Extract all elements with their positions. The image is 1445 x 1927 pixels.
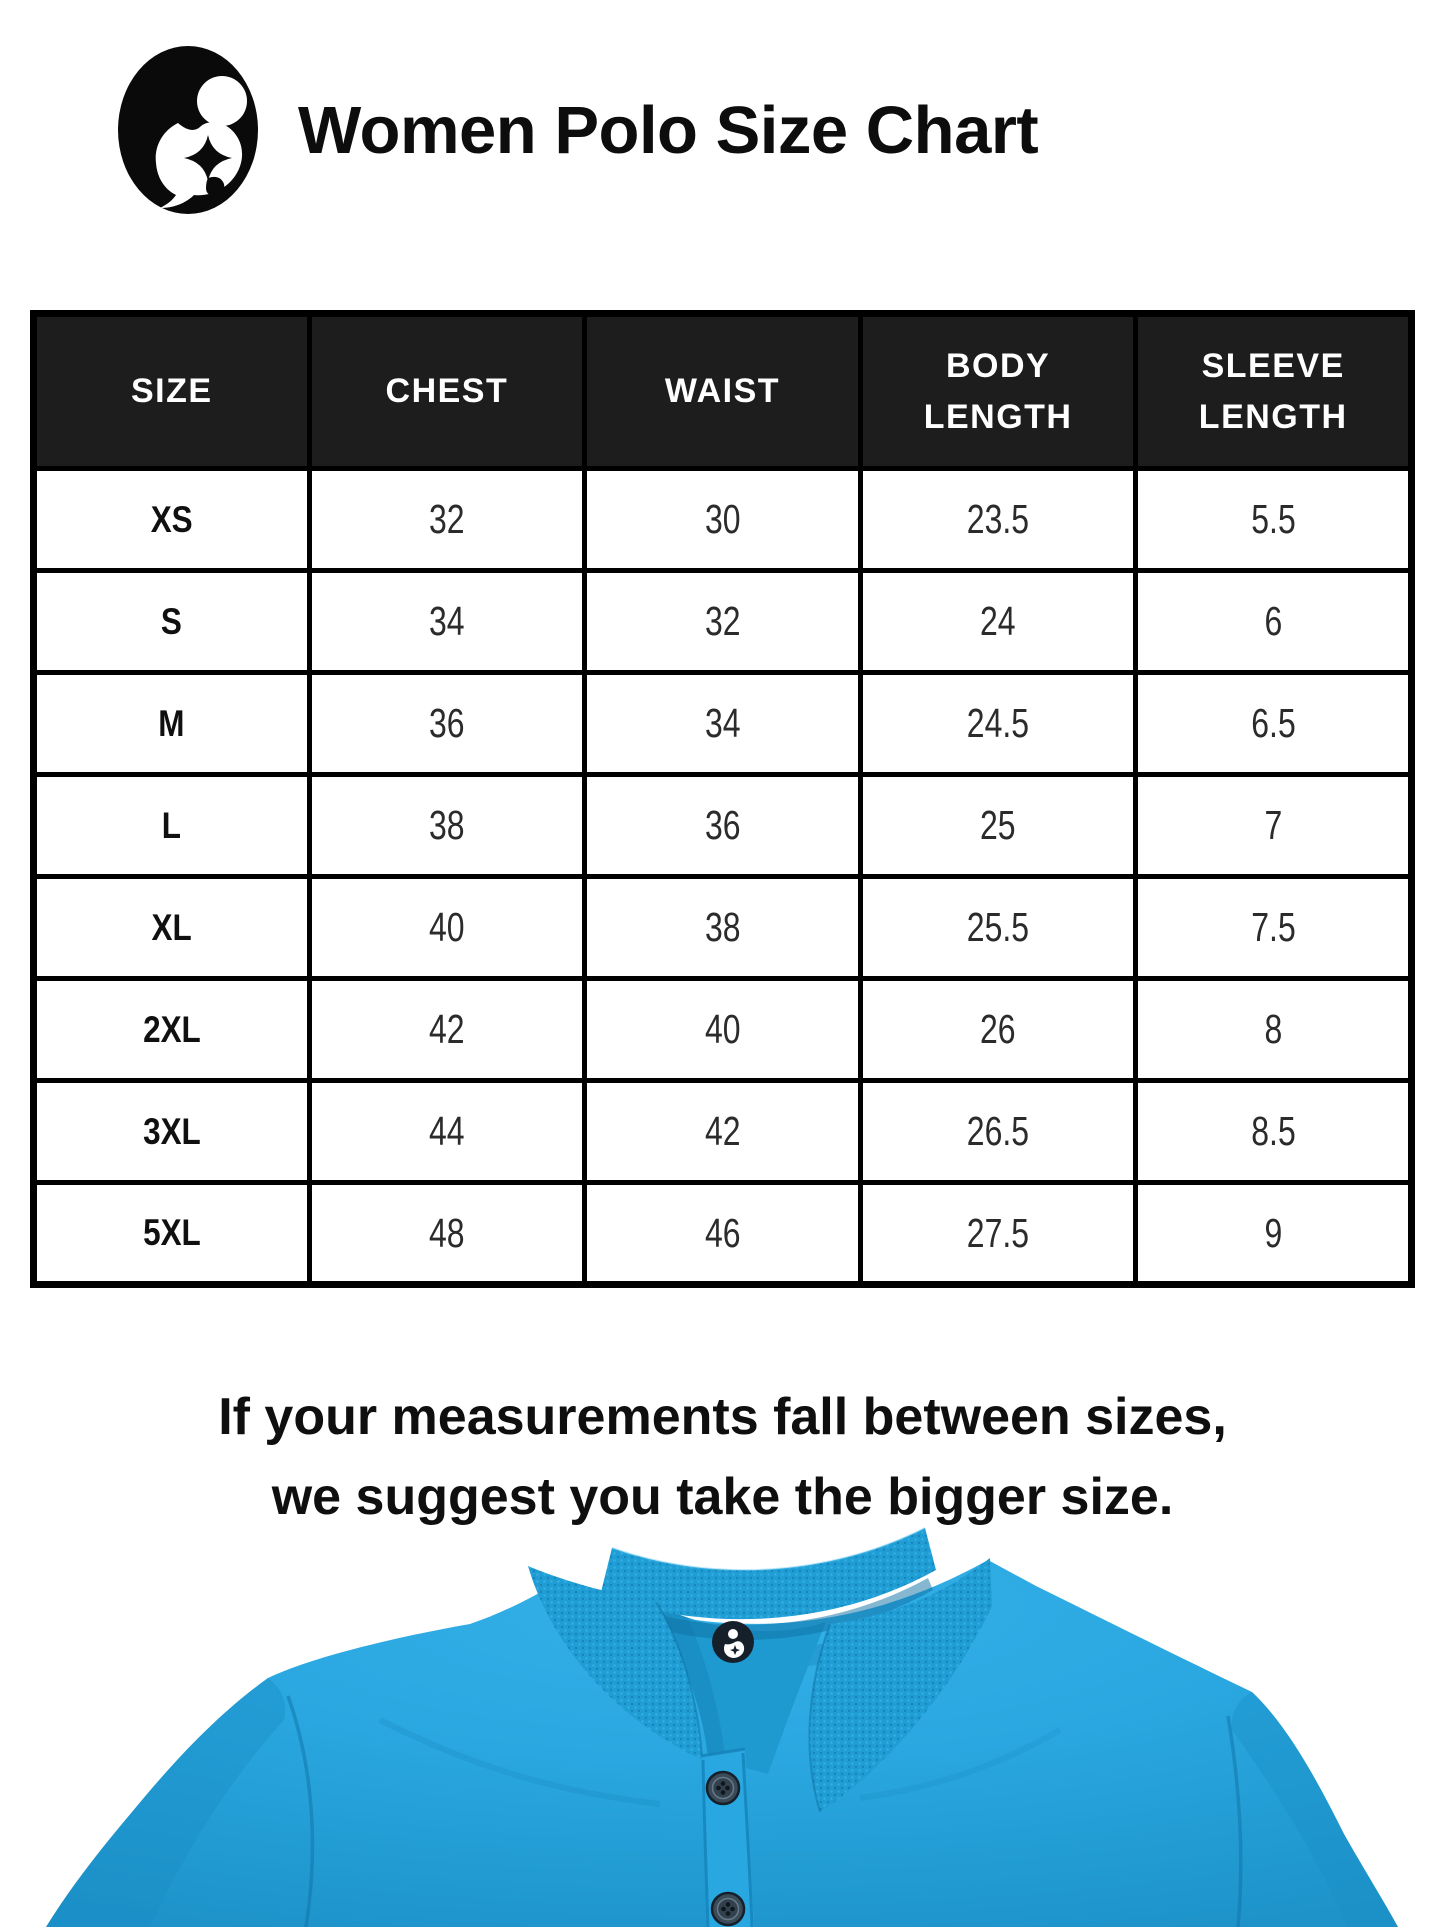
chest-cell <box>309 1183 585 1285</box>
size-value: L <box>162 804 182 846</box>
body-length-value: 23.5 <box>966 496 1030 542</box>
product-photo <box>0 1520 1445 1927</box>
sizing-note <box>0 1377 1445 1537</box>
body-length-value: 24.5 <box>966 700 1030 746</box>
sleeve-length-cell <box>1136 775 1412 877</box>
size-cell <box>34 673 310 775</box>
table-row <box>34 1081 1412 1183</box>
sleeve-length-value: 8.5 <box>1250 1108 1296 1154</box>
chest-cell <box>309 877 585 979</box>
size-value: 3XL <box>142 1110 201 1152</box>
chest-value: 34 <box>429 598 465 644</box>
waist-cell <box>585 1081 861 1183</box>
body-length-cell <box>860 877 1136 979</box>
sleeve-length-cell <box>1136 979 1412 1081</box>
waist-value: 36 <box>704 802 741 848</box>
size-cell <box>34 1081 310 1183</box>
header <box>116 44 1038 216</box>
column-header-sleeve-length <box>1136 314 1412 469</box>
waist-value: 38 <box>704 904 741 950</box>
table-row <box>34 979 1412 1081</box>
body-length-value: 26.5 <box>966 1108 1030 1154</box>
size-value: 2XL <box>142 1008 201 1050</box>
size-cell <box>34 571 310 673</box>
size-value: M <box>158 702 185 744</box>
sleeve-length-cell <box>1136 877 1412 979</box>
button <box>707 1772 739 1804</box>
size-cell <box>34 775 310 877</box>
table-row <box>34 877 1412 979</box>
sleeve-length-value: 6 <box>1264 598 1283 644</box>
sleeve-length-value: 8 <box>1264 1006 1283 1052</box>
body-length-cell <box>860 1183 1136 1285</box>
column-header-size <box>34 314 310 469</box>
body-length-cell <box>860 571 1136 673</box>
sleeve-length-cell <box>1136 1183 1412 1285</box>
chest-cell <box>309 979 585 1081</box>
sleeve-length-value: 7 <box>1264 802 1283 848</box>
table-row <box>34 673 1412 775</box>
size-cell <box>34 1183 310 1285</box>
sleeve-length-cell <box>1136 571 1412 673</box>
waist-value: 40 <box>704 1006 741 1052</box>
column-header-label: CHEST <box>385 372 509 410</box>
sleeve-length-cell <box>1136 1081 1412 1183</box>
waist-cell <box>585 979 861 1081</box>
size-value: XL <box>151 906 192 948</box>
waist-value: 34 <box>704 700 741 746</box>
chest-cell <box>309 571 585 673</box>
chest-value: 40 <box>429 904 465 950</box>
body-length-value: 27.5 <box>966 1209 1030 1256</box>
body-length-cell <box>860 979 1136 1081</box>
column-header-label: SLEEVE LENGTH <box>1198 346 1348 436</box>
size-value: S <box>161 600 183 642</box>
polo-shirt-illustration <box>0 1520 1445 1927</box>
body-length-value: 26 <box>980 1006 1016 1052</box>
sizing-note-line-2: we suggest you take the bigger size. <box>271 1468 1174 1527</box>
waist-cell <box>585 1183 861 1285</box>
sizing-note-line-1: If your measurements fall between sizes, <box>218 1388 1227 1446</box>
mother-figure-logo-icon <box>116 44 260 216</box>
chest-value: 38 <box>429 802 465 848</box>
waist-cell <box>585 673 861 775</box>
page-title: Women Polo Size Chart <box>298 92 1039 168</box>
sleeve-length-value: 7.5 <box>1250 904 1296 950</box>
body-length-cell <box>860 1081 1136 1183</box>
chest-value: 48 <box>429 1209 465 1256</box>
chest-value: 36 <box>429 700 465 746</box>
waist-cell <box>585 877 861 979</box>
table-header-row <box>34 314 1412 469</box>
chest-cell <box>309 775 585 877</box>
waist-cell <box>585 775 861 877</box>
size-cell <box>34 469 310 571</box>
column-header-label: WAIST <box>664 372 781 410</box>
sleeve-length-value: 9 <box>1264 1209 1283 1256</box>
body-length-value: 25.5 <box>966 904 1030 950</box>
body-length-value: 25 <box>980 802 1016 848</box>
brand-logo-icon <box>116 44 260 216</box>
neck-tag <box>712 1621 754 1663</box>
chest-value: 44 <box>429 1108 465 1154</box>
chest-cell <box>309 469 585 571</box>
body-length-cell <box>860 673 1136 775</box>
table-row <box>34 469 1412 571</box>
size-value: 5XL <box>142 1212 201 1253</box>
column-header-body-length <box>860 314 1136 469</box>
chest-cell <box>309 673 585 775</box>
sleeve-length-value: 6.5 <box>1250 700 1296 746</box>
chest-cell <box>309 1081 585 1183</box>
column-header-chest <box>309 314 585 469</box>
size-cell <box>34 979 310 1081</box>
body-length-cell <box>860 775 1136 877</box>
sleeve-length-cell <box>1136 469 1412 571</box>
sleeve-length-cell <box>1136 673 1412 775</box>
size-chart-table <box>30 310 1415 1288</box>
waist-cell <box>585 571 861 673</box>
waist-value: 32 <box>704 598 741 644</box>
sleeve-length-value: 5.5 <box>1250 496 1296 542</box>
size-cell <box>34 877 310 979</box>
column-header-label: BODY LENGTH <box>923 346 1073 436</box>
waist-value: 46 <box>704 1209 741 1256</box>
button <box>712 1893 744 1925</box>
column-header-label: SIZE <box>131 372 213 410</box>
waist-value: 30 <box>704 496 741 542</box>
waist-cell <box>585 469 861 571</box>
chest-value: 42 <box>429 1006 465 1052</box>
body-length-value: 24 <box>980 598 1016 644</box>
body-length-cell <box>860 469 1136 571</box>
column-header-waist <box>585 314 861 469</box>
waist-value: 42 <box>704 1108 741 1154</box>
table-row <box>34 1183 1412 1285</box>
size-value: XS <box>150 498 193 540</box>
chest-value: 32 <box>429 496 465 542</box>
table-row <box>34 775 1412 877</box>
table-row <box>34 571 1412 673</box>
